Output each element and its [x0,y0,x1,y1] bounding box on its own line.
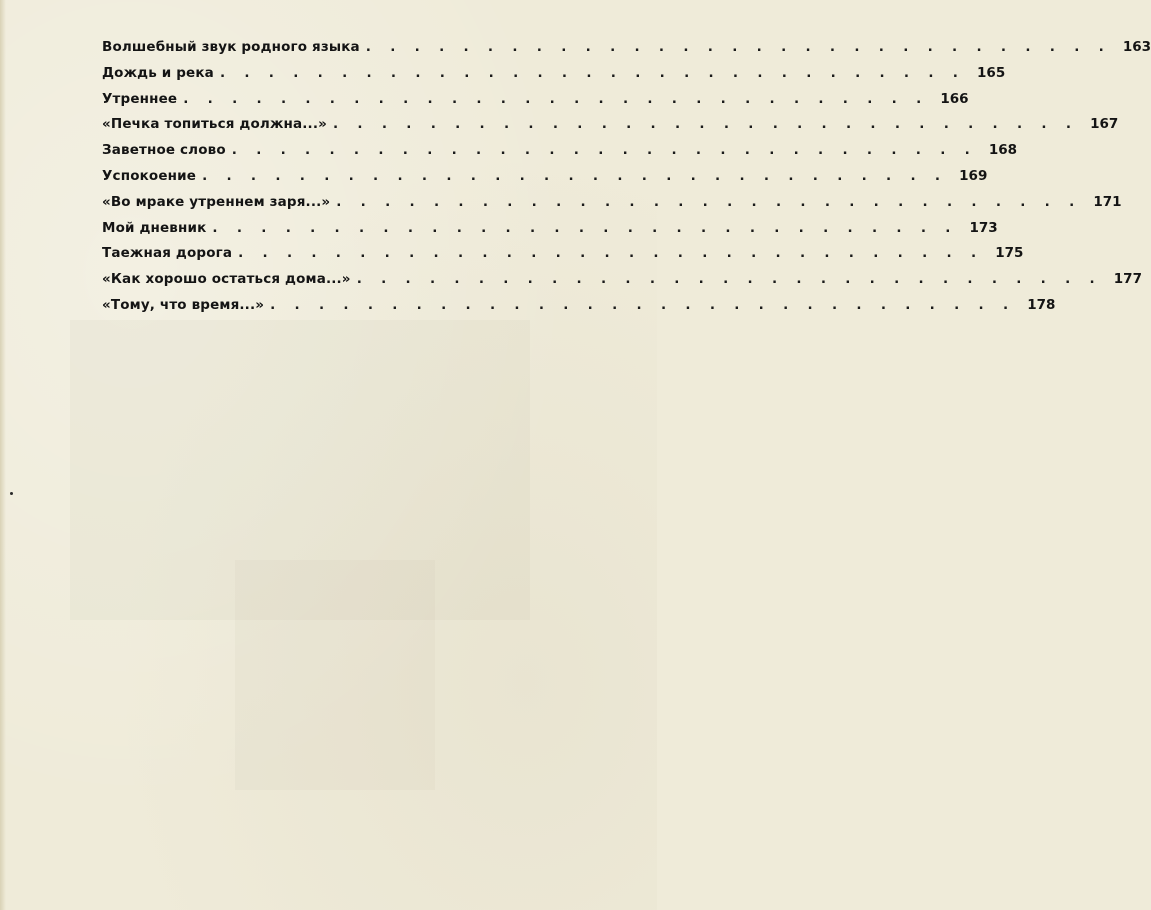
toc-entry-title: Волшебный звук родного языка [102,39,360,55]
toc-entry-title: Заветное слово [102,142,226,159]
toc-entry [102,39,1151,65]
toc-entry-page: 167 [1090,116,1119,133]
dot-leader: . . . . . . . . . . . . . . . . . . . . . . . . . . . . . . . [212,219,958,236]
dot-leader: . . . . . . . . . . . . . . . . . . . . . . . . . . . . . . . [219,64,966,81]
dot-leader: . . . . . . . . . . . . . . . . . . . . . . . . . . . . . . . [365,39,1112,55]
dot-leader: . . . . . . . . . . . . . . . . . . . . . . . . . . . . . . . [332,116,1079,133]
toc-entry [102,193,1122,220]
show-through-image-area [235,560,435,790]
toc-entry [102,219,998,246]
toc-entry [102,296,1056,323]
toc-entry-page: 169 [959,167,988,184]
toc-entry [102,116,1119,142]
toc-entry-page: 177 [1113,271,1142,288]
toc-entry-page: 165 [977,64,1006,81]
toc-entry-page: 178 [1027,296,1056,313]
toc-entry [102,142,1018,168]
toc-entry-page: 166 [940,90,969,107]
ink-speck [10,492,13,495]
toc-entry-title: Таежная дорога [102,245,233,262]
toc-entry-page: 173 [969,219,998,236]
toc-entry-title: Утреннее [102,90,178,107]
dot-leader: . . . . . . . . . . . . . . . . . . . . . . . . . . . . . . . [356,271,1102,288]
toc-entry-title: «Печка топиться должна...» [102,116,327,133]
toc-entry-page: 171 [1093,193,1122,210]
table-of-contents [102,39,1151,323]
dot-leader: . . . . . . . . . . . . . . . . . . . . . . . . . . . . . . . [270,296,1016,313]
toc-entry-title: Мой дневник [102,219,207,236]
toc-entry-title: «Тому, что время...» [102,296,265,313]
toc-entry-title: «Как хорошо остаться дома...» [102,271,351,288]
page-edge-shadow [0,0,6,910]
toc-entry-page: 175 [995,245,1024,262]
dot-leader: . . . . . . . . . . . . . . . . . . . . . . . . . . . . . . . [231,142,978,159]
toc-entry-title: «Во мраке утреннем заря...» [102,193,331,210]
toc-entry [102,90,969,117]
toc-entry-page: 168 [988,142,1018,159]
toc-entry [102,64,1006,91]
toc-entry-title: Дождь и река [102,64,214,81]
toc-entry [102,271,1142,297]
toc-entry [102,167,988,194]
toc-entry-page: 163 [1122,39,1151,55]
dot-leader: . . . . . . . . . . . . . . . . . . . . . . . . . . . . . . . [336,193,1082,210]
toc-entry-title: Успокоение [102,167,197,184]
dot-leader: . . . . . . . . . . . . . . . . . . . . . . . . . . . . . . . [202,167,948,184]
toc-entry [102,245,1024,271]
dot-leader: . . . . . . . . . . . . . . . . . . . . . . . . . . . . . . . [183,90,929,107]
dot-leader: . . . . . . . . . . . . . . . . . . . . . . . . . . . . . . . [238,245,984,262]
